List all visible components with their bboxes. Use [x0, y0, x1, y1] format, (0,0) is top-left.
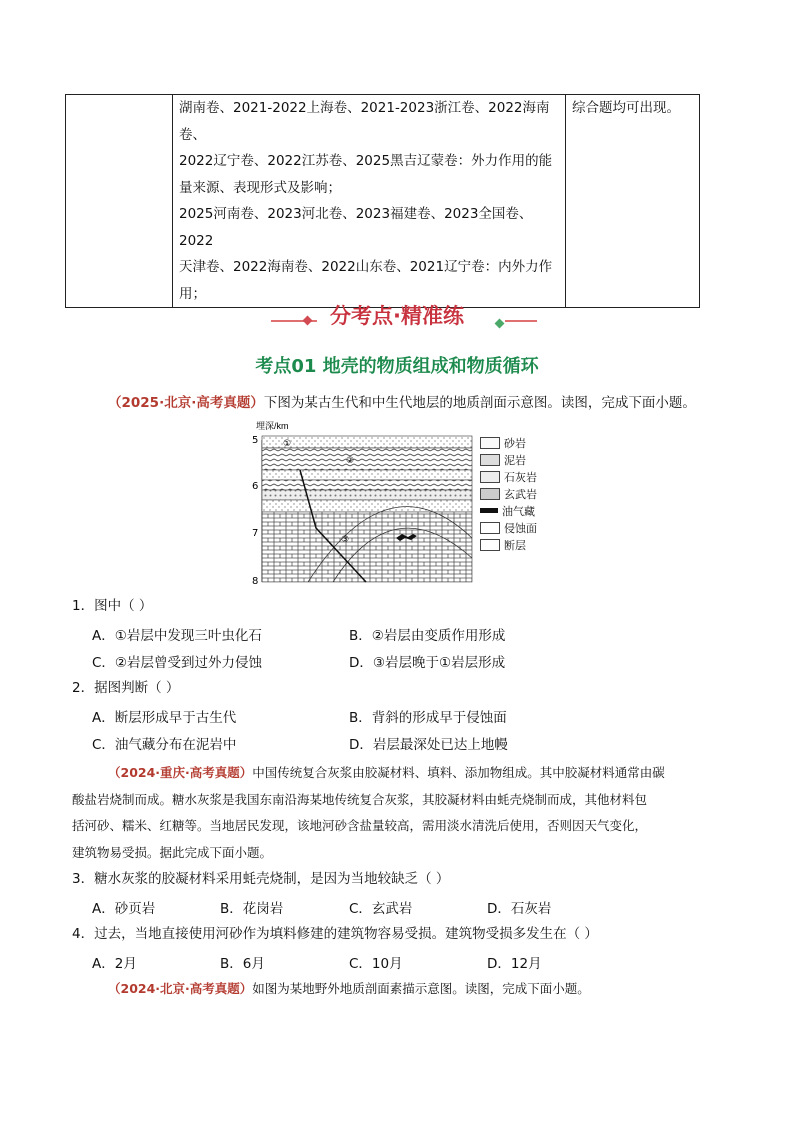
- legend-swatch: [480, 522, 500, 534]
- intro-text: 下图为某古生代和中生代地层的地质剖面示意图。读图，完成下面小题。: [263, 395, 696, 411]
- option-button[interactable]: C．油气藏分布在泥岩中: [92, 737, 237, 753]
- option-button[interactable]: C．玄武岩: [349, 901, 413, 917]
- block2-passage: [72, 760, 720, 866]
- option-button[interactable]: C．②岩层曾受到过外力侵蚀: [92, 655, 263, 671]
- figure-legend: [480, 434, 537, 553]
- table-line: 用；: [179, 285, 206, 302]
- option-button[interactable]: A．①岩层中发现三叶虫化石: [92, 628, 262, 644]
- option-button[interactable]: A．2月: [92, 956, 137, 972]
- question-4-stem: 4．过去，当地直接使用河砂作为填料修建的建筑物容易受损。建筑物受损多发生在（ ）: [72, 926, 598, 942]
- layer-mudstone: [262, 480, 472, 490]
- legend-swatch: [480, 454, 500, 466]
- legend-item: [480, 434, 537, 451]
- option-button[interactable]: B．6月: [220, 956, 265, 972]
- question-3-stem: 3．糖水灰浆的胶凝材料采用蚝壳烧制，是因为当地较缺乏（ ）: [72, 871, 450, 887]
- legend-label: 油气藏: [502, 504, 535, 518]
- y-tick: 6: [252, 481, 259, 492]
- question-1-stem: 1．图中（ ）: [72, 598, 153, 614]
- legend-swatch: [480, 471, 500, 483]
- option-button[interactable]: B．②岩层由变质作用形成: [349, 628, 506, 644]
- marker-3: ③: [341, 535, 350, 545]
- legend-label: 侵蚀面: [504, 521, 537, 535]
- layer-2-mudstone: [262, 448, 472, 470]
- option-button[interactable]: B．背斜的形成早于侵蚀面: [349, 710, 507, 726]
- source-tag: （2025·北京·高考真题）: [108, 395, 264, 411]
- marker-2: ②: [346, 456, 355, 466]
- marker-1: ①: [283, 439, 292, 449]
- option-button[interactable]: D．石灰岩: [487, 901, 552, 917]
- table-line: 天津卷、2022海南卷、2022山东卷、2021辽宁卷：内外力作: [179, 259, 553, 275]
- table-line: 量来源、表现形式及影响；: [179, 179, 341, 196]
- layer-3-limestone: [262, 512, 472, 582]
- layer-sandstone: [262, 470, 472, 480]
- legend-swatch: [480, 488, 500, 500]
- option-button[interactable]: A．断层形成早于古生代: [92, 710, 237, 726]
- option-button[interactable]: D．12月: [487, 956, 542, 972]
- layer-sandstone-lower: [262, 500, 472, 512]
- option-button[interactable]: A．砂页岩: [92, 901, 156, 917]
- legend-swatch: [480, 539, 500, 551]
- y-tick: 5: [252, 435, 259, 446]
- legend-label: 石灰岩: [504, 470, 537, 484]
- legend-item: [480, 536, 537, 553]
- legend-item: [480, 519, 537, 536]
- table-line: 2025河南卷、2023河北卷、2023福建卷、2023全国卷、2022: [179, 206, 533, 249]
- y-tick: 8: [252, 576, 259, 587]
- legend-item: [480, 485, 537, 502]
- option-button[interactable]: C．10月: [349, 956, 403, 972]
- passage-line: 建筑物易受损。据此完成下面小题。: [72, 844, 273, 860]
- block1-intro: [108, 393, 748, 413]
- exam-table: [65, 94, 700, 308]
- source-tag: （2024·重庆·高考真题）: [108, 765, 253, 780]
- intro-text: 如图为某地野外地质剖面素描示意图。读图，完成下面小题。: [252, 981, 590, 996]
- option-button[interactable]: D．岩层最深处已达上地幔: [349, 737, 508, 753]
- passage-line: 括河砂、糯米、红糖等。当地居民发现，该地河砂含盐量较高，需用淡水清洗后使用，否则因天气变化，: [72, 818, 648, 833]
- option-button[interactable]: D．③岩层晚于①岩层形成: [349, 655, 506, 671]
- legend-label: 断层: [504, 538, 526, 552]
- table-cell-empty: [66, 95, 173, 308]
- option-button[interactable]: B．花岗岩: [220, 901, 284, 917]
- kaodian-title: 考点01 地壳的物质组成和物质循环: [255, 356, 539, 377]
- legend-label: 泥岩: [504, 453, 526, 467]
- legend-item: [480, 468, 537, 485]
- legend-swatch: [480, 437, 500, 449]
- passage-text: 中国传统复合灰浆由胶凝材料、填料、添加物组成。其中胶凝材料通常由碳: [252, 765, 665, 780]
- y-axis-label: 埋深/km: [256, 421, 289, 431]
- source-tag: （2024·北京·高考真题）: [108, 981, 253, 996]
- block3-intro: [108, 979, 590, 999]
- table-cell-type: [566, 95, 700, 308]
- table-cell-papers: [173, 95, 566, 308]
- legend-label: 玄武岩: [504, 487, 537, 501]
- layer-basalt: [262, 490, 472, 500]
- passage-line: [72, 760, 720, 787]
- geology-figure: [238, 418, 558, 590]
- question-2-stem: 2．据图判断（ ）: [72, 680, 180, 696]
- legend-swatch: [480, 508, 498, 513]
- title-deco-right: [505, 320, 537, 322]
- table-line: 2022辽宁卷、2022江苏卷、2025黑吉辽蒙卷：外力作用的能: [179, 153, 553, 169]
- table-type-text: 综合题均可出现。: [572, 100, 680, 116]
- section-title: 分考点·精准练: [330, 304, 464, 328]
- legend-item: [480, 451, 537, 468]
- y-tick: 7: [252, 528, 259, 539]
- table-line: 湖南卷、2021-2022上海卷、2021-2023浙江卷、2022海南卷、: [179, 100, 550, 143]
- layer-1-sandstone: [262, 436, 472, 448]
- legend-item: [480, 502, 537, 519]
- passage-line: 酸盐岩烧制而成。糖水灰浆是我国东南沿海某地传统复合灰浆，其胶凝材料由蚝壳烧制而成，其他材料包: [72, 791, 648, 807]
- legend-label: 砂岩: [504, 436, 526, 450]
